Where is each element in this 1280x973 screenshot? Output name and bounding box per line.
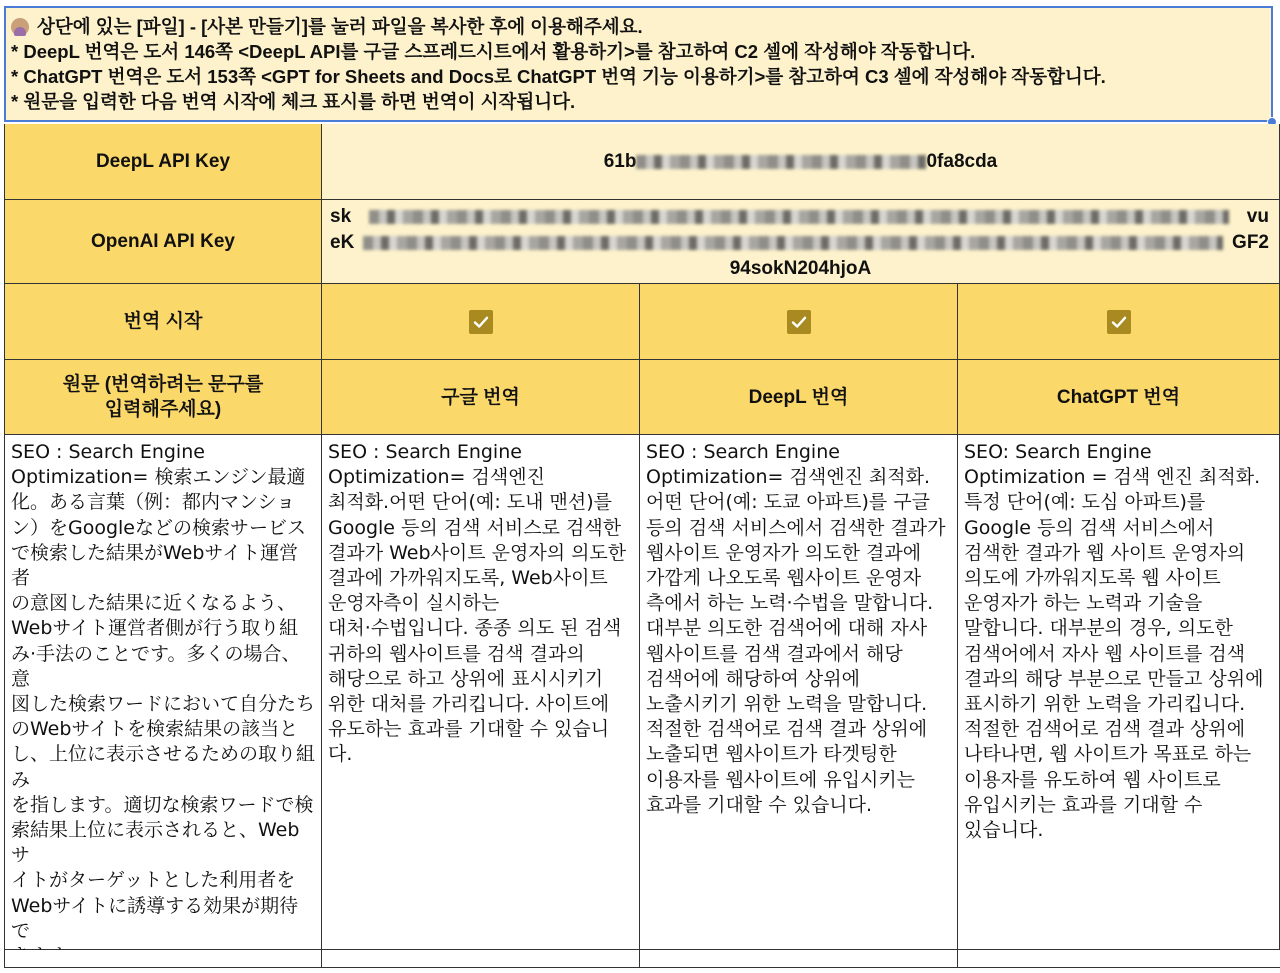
instruction-line-3: * ChatGPT 번역은 도서 153쪽 <GPT for Sheets and Docs로 ChatGPT 번역 기능 이용하기>를 참고하여 C3 셀에 작성해야 작동합니다. — [11, 66, 1106, 87]
chatgpt-translation-cell[interactable]: SEO: Search Engine Optimization = 검색 엔진 최적화. 특정 단어(예: 도심 아파트)를 Google 등의 검색 서비스에서 검색한 결과가 웹 사이트 운영자의 의도에 가까워지도록 웹 사이트 운영자가 하는 노력과 기술을 말합니다. 대부분의 경우, 의도한 검색어에서 자사 웹 사이트를 검색 결과의 해당 부분으로 만들고 상위에 표시하기 위한 노력을 가리킵니다. 적절한 검색어로 검색 결과 상위에 나타나면, 웹 사이트가 목표로 하는 이용자를 유도하여 웹 사이트로 유입시키는 효과를 기대할 수 있습니다. — [958, 435, 1280, 950]
check-icon — [472, 313, 490, 331]
empty-row[interactable] — [4, 950, 1280, 968]
redacted-key-blur — [363, 236, 1223, 250]
google-start-checkbox[interactable] — [469, 310, 493, 334]
openai-api-key-value[interactable] — [322, 200, 1280, 284]
deepl-api-key-value[interactable]: 61b 0fa8cda — [322, 124, 1280, 200]
deepl-translate-header: DeepL 번역 — [640, 360, 958, 435]
openai-api-key-label: OpenAI API Key — [4, 200, 322, 284]
translate-start-label: 번역 시작 — [4, 284, 322, 360]
redacted-key-blur — [636, 155, 926, 169]
instruction-line-2: * DeepL 번역은 도서 146쪽 <DeepL API를 구글 스프레드시트에서 활용하기>를 참고하여 C2 셀에 작성해야 작동합니다. — [11, 41, 976, 62]
openai-key-line-1: sk vu — [330, 206, 1269, 227]
chatgpt-start-cell — [958, 284, 1280, 360]
deepl-start-cell — [640, 284, 958, 360]
google-start-cell — [322, 284, 640, 360]
instruction-line-1: 상단에 있는 [파일] - [사본 만들기]를 눌러 파일을 복사한 후에 이용해주세요. — [11, 14, 1271, 39]
source-text-header: 원문 (번역하려는 문구를 입력해주세요) — [4, 360, 322, 435]
chatgpt-start-checkbox[interactable] — [1107, 310, 1131, 334]
check-icon — [790, 313, 808, 331]
source-text-cell[interactable]: SEO : Search Engine Optimization= 検索エンジン最適 化。ある言葉（例：都内マンショ ン）をGoogleなどの検索サービス で検索した結果がWebサイト運営者 の意図した結果に近くなるよう、 Webサイト運営者側が行う取り組 み·手法のことです。多くの場合、意 図した検索ワードにおいて自分たち のWebサイトを検索結果の該当と し、上位に表示させるための取り組み を指します。適切な検索ワードで検 索結果上位に表示されると、Webサ イトがターゲットとした利用者を Webサイトに誘導する効果が期待で — [4, 435, 322, 950]
instruction-line-4: * 원문을 입력한 다음 번역 시작에 체크 표시를 하면 번역이 시작됩니다. — [11, 91, 576, 112]
instructions-cell[interactable] — [4, 6, 1273, 122]
deepl-api-key-label: DeepL API Key — [4, 124, 322, 200]
deepl-translation-cell[interactable]: SEO : Search Engine Optimization= 검색엔진 최적화. 어떤 단어(예: 도쿄 아파트)를 구글 등의 검색 서비스에서 검색한 결과가 웹사이트 운영자가 의도한 결과에 가깝게 나오도록 웹사이트 운영자 측에서 하는 노력·수법을 말합니다. 대부분 의도한 검색어에 대해 자사 웹사이트를 검색 결과에서 해당 검색어에 해당하여 상위에 노출시키기 위한 노력을 말합니다. 적절한 검색어로 검색 결과 상위에 노출되면 웹사이트가 타겟팅한 이용자를 웹사이트에 유입시키는 효과를 기대할 수 있습니다. — [640, 435, 958, 950]
openai-key-line-3: 94sokN204hjoA — [729, 258, 872, 279]
openai-key-line-2: eK GF2 — [330, 232, 1269, 253]
person-emoji-icon — [11, 18, 29, 36]
google-translate-header: 구글 번역 — [322, 360, 640, 435]
google-translation-cell[interactable]: SEO : Search Engine Optimization= 검색엔진 최적화.어떤 단어(예: 도내 맨션)를 Google 등의 검색 서비스로 검색한 결과가 Web사이트 운영자의 의도한 결과에 가까워지도록, Web사이트 운영자측이 실시하는 대처·수법입니다. 종종 의도 된 검색 귀하의 웹사이트를 검색 결과의 해당으로 하고 상위에 표시시키기 위한 대처를 가리킵니다. 사이트에 유도하는 효과를 기대할 수 있습니다. — [322, 435, 640, 950]
redacted-key-blur — [369, 210, 1229, 224]
chatgpt-translate-header: ChatGPT 번역 — [958, 360, 1280, 435]
check-icon — [1110, 313, 1128, 331]
deepl-start-checkbox[interactable] — [787, 310, 811, 334]
